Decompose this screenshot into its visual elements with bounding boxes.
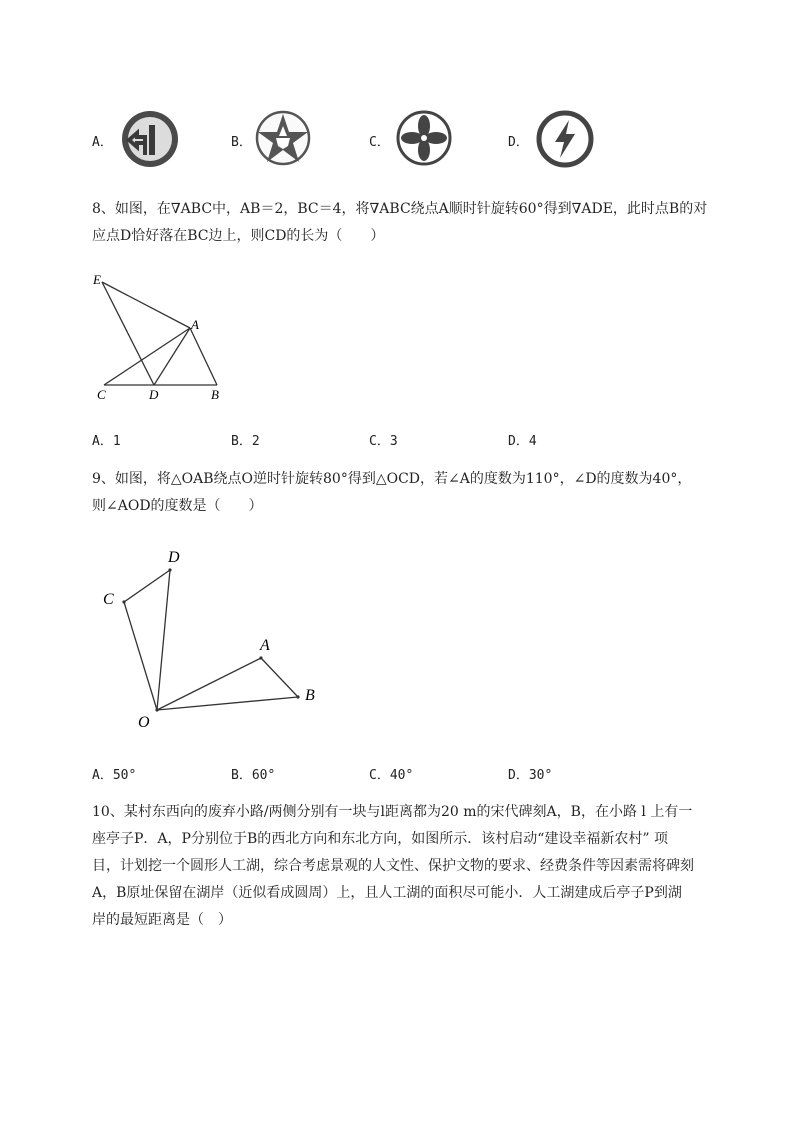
four-petal-circle-icon [394,109,454,167]
label-b: B [211,387,219,402]
segment-ac [104,328,190,385]
q7-option-d-label: D． [508,135,529,150]
turn-arrow-sign-icon [119,109,181,169]
label-c: C [97,387,106,402]
q8-text-line2: 应点D恰好落在BC边上，则CD的长为（ ） [92,228,385,244]
q7-option-b-label: B． [231,135,252,150]
lightning-circle-icon [535,109,595,169]
segment-ab [190,328,217,385]
q7-option-c-label: C． [369,135,390,150]
label-o: O [138,714,150,731]
pentagram-circle-icon [254,110,312,166]
label-c: C [103,591,114,608]
q9-option-b: B．60° [231,768,276,783]
q9-option-d: D．30° [508,768,553,783]
q9-text-line2: 则∠AOD的度数是（ ） [92,498,263,514]
label-a: A [191,317,199,332]
segment-od [157,570,170,710]
segment-ad [154,328,190,385]
segment-ab [261,658,298,697]
q10-text-line5: 岸的最短距离是（ ） [92,912,232,928]
q8-question [92,196,752,250]
q9-option-a: A．50° [92,768,137,783]
label-e: E [93,272,101,287]
q10-text-line1: 10、某村东西向的废弃小路/两侧分别有一块与l距离都为20 m的宋代碑刻A，B，在小路 l 上有一 [92,804,693,820]
label-d: D [168,549,180,566]
q9-text-line1: 9、如图，将△OAB绕点O逆时针旋转80°得到△OCD，若∠A的度数为110°，∠D的度数为40°， [92,471,692,487]
q9-option-c: C．40° [369,768,414,783]
q8-figure [88,268,228,404]
q8-option-d: D．4 [508,434,537,449]
q10-text-line3: 目，计划挖一个圆形人工湖，综合考虑景观的人文性、保护文物的要求、经费条件等因素需将碑刻 [92,858,694,874]
q8-option-a: A．1 [92,434,121,449]
q10-question [92,799,752,934]
q7-option-a-label: A． [92,135,113,150]
q9-question [92,466,752,520]
segment-co [124,602,157,710]
label-b: B [305,687,315,704]
segment-dc [124,570,170,602]
q10-text-line4: A，B原址保留在湖岸（近似看成圆周）上，且人工湖的面积尽可能小．人工湖建成后亭子P到湖 [92,885,682,901]
label-d: D [149,387,159,402]
q8-text-line1: 8、如图，在∇ABC中，AB＝2，BC＝4，将∇ABC绕点A顺时针旋转60°得到∇ADE，此时点B的对 [92,201,708,217]
q8-option-b: B．2 [231,434,260,449]
segment-ea [102,282,190,328]
label-a: A [260,637,270,654]
q10-text-line2: 座亭子P．A，P分别位于B的西北方向和东北方向，如图所示．该村启动“建设幸福新农村” 项 [92,831,669,847]
q9-figure [98,542,328,734]
q8-option-c: C．3 [369,434,398,449]
